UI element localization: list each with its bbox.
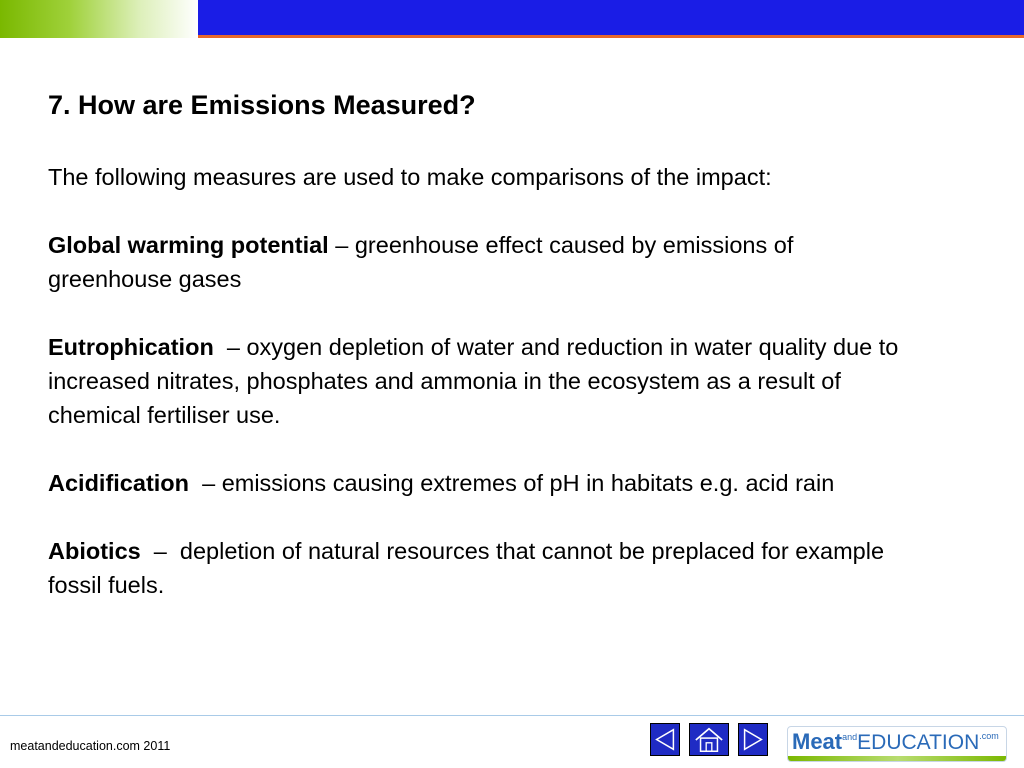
measure-item: [48, 228, 908, 296]
home-button[interactable]: [689, 723, 729, 756]
header-green-gradient: [0, 0, 198, 38]
logo-education: EDUCATION: [857, 731, 980, 754]
measure-separator: –: [140, 538, 180, 564]
logo-com: .com: [979, 730, 999, 741]
slide-content: [48, 86, 908, 636]
next-slide-button[interactable]: [738, 723, 768, 756]
measure-separator: –: [328, 232, 355, 258]
previous-slide-button[interactable]: [650, 723, 680, 756]
meat-and-education-logo[interactable]: [787, 726, 1007, 762]
header-blue-band: [198, 0, 1024, 35]
measure-item: [48, 534, 908, 602]
logo-meat: Meat: [792, 729, 843, 754]
header-bar: [0, 0, 1024, 38]
measure-description: depletion of natural resources that cannot be preplaced for example fossil fuels.: [48, 538, 885, 598]
measure-description: emissions causing extremes of pH in habitats e.g. acid rain: [221, 470, 835, 496]
measure-term: Abiotics: [48, 538, 141, 564]
measure-item: [48, 466, 908, 500]
logo-swoosh: [788, 756, 1007, 761]
measure-separator: –: [213, 334, 247, 360]
measure-description: oxygen depletion of water and reduction in water quality due to increased nitrates, phosphates and ammonia in the ecosystem as a result of chemical fertiliser use.: [48, 334, 899, 428]
measure-term: Acidification: [48, 470, 190, 496]
measure-term: Global warming potential: [48, 232, 329, 258]
measure-term: Eutrophication: [48, 334, 214, 360]
logo-text: [792, 729, 999, 755]
left-arrow-icon: [651, 724, 679, 755]
right-arrow-icon: [739, 724, 767, 755]
measure-separator: –: [189, 470, 222, 496]
footer-divider: [0, 715, 1024, 716]
footer-copyright: meatandeducation.com 2011: [10, 739, 171, 753]
intro-text: The following measures are used to make comparisons of the impact:: [48, 164, 772, 190]
slide-title: 7. How are Emissions Measured?: [48, 90, 476, 120]
measure-item: [48, 330, 908, 432]
measure-description: greenhouse effect caused by emissions of greenhouse gases: [48, 232, 794, 292]
header-orange-line: [198, 35, 1024, 38]
logo-and: and: [842, 731, 858, 742]
home-icon: [690, 724, 728, 755]
